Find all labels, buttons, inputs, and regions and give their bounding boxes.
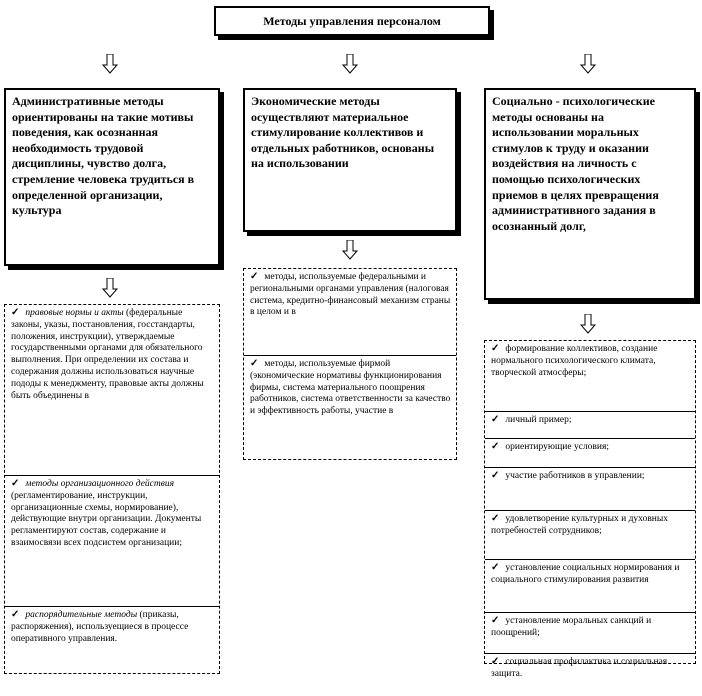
check-icon: ✓ (491, 441, 500, 452)
list-item (485, 468, 695, 511)
item-text: участие работников в управлении; (505, 471, 645, 481)
item-text: методы, используемые фирмой (экономические нормативы функционирования фирмы, система материального поощрения работников, система ответственности за качество и эффективность работы, участие в (250, 359, 451, 417)
social-methods-box (484, 88, 696, 300)
diagram-title: Методы управления персоналом (263, 14, 441, 28)
list-item (485, 341, 695, 412)
list-item (5, 607, 219, 683)
item-text: (приказы, распоряжения), используещиеся в процессе оперативного управления. (11, 610, 189, 644)
item-lead: методы организационного действия (25, 479, 175, 489)
administrative-methods-box (4, 88, 220, 266)
check-icon: ✓ (11, 609, 20, 620)
list-item (485, 654, 695, 696)
check-icon: ✓ (491, 343, 500, 354)
administrative-heading: Административные методы ориентированы на такие мотивы поведения, как осознанная необходимость трудовой дисциплины, чувство долга, стремление человека трудиться в определенной организации, культура (12, 94, 195, 218)
list-item (485, 613, 695, 654)
check-icon: ✓ (491, 656, 500, 667)
list-item (485, 439, 695, 468)
down-arrow-icon (102, 54, 118, 74)
down-arrow-icon (102, 278, 118, 298)
check-icon: ✓ (250, 271, 259, 282)
down-arrow-icon (580, 314, 596, 334)
list-item (244, 269, 456, 356)
item-text: формирование коллективов, создание нормального психологического климата, творческой атмосферы; (491, 344, 658, 378)
check-icon: ✓ (491, 470, 500, 481)
social-items-list (484, 340, 696, 679)
item-lead: распорядительные методы (25, 610, 138, 620)
check-icon: ✓ (491, 615, 500, 626)
item-text: методы, используемые федеральными и региональными органами управления (налоговая система, кредитно-финансовый механизм страны в целом и в (250, 272, 451, 318)
item-text: (регламентирование, инструкции, организационные схемы, нормирование), действующие внутри организации. Документы регламентируют состав, содержание и взаимосвязи всех подсистем организации; (11, 490, 202, 548)
item-text: установление моральных санкций и поощрений; (491, 616, 652, 638)
economic-heading: Экономические методы осуществляют материальное стимулирование коллективов и отдельных работников, основаны на использовании (251, 94, 435, 171)
item-text: социальная профилактика и социальная защита. (491, 657, 668, 679)
down-arrow-icon (342, 240, 358, 260)
down-arrow-icon (580, 54, 596, 74)
check-icon: ✓ (491, 513, 500, 524)
check-icon: ✓ (11, 307, 20, 318)
item-text: ориентирующие условия; (505, 442, 610, 452)
item-text: (федеральные законы, указы, постановления, госстандарты, положения, инструкции), утверждаемые государственными органами для обязательного выполнения. При определении их состава и содержания должны использоваться научные пододы к менеджменту, правовые акты должны быть объединены в (11, 308, 204, 401)
diagram-title-box (214, 6, 490, 36)
item-text: личный пример; (505, 415, 572, 425)
social-heading: Социально - психологические методы основаны на использовании моральных стимулов к труду и оказании воздействия на личность с помощью психологических приемов в целях превращения административного задания в осознанный долг, (492, 94, 659, 233)
check-icon: ✓ (491, 414, 500, 425)
list-item (244, 356, 456, 464)
list-item (5, 476, 219, 607)
economic-methods-box (243, 88, 457, 232)
administrative-items-list (4, 304, 220, 674)
list-item (485, 511, 695, 560)
economic-items-list (243, 268, 457, 460)
down-arrow-icon (342, 54, 358, 74)
item-text: удовлетворение культурных и духовных потребностей сотрудников; (491, 514, 669, 536)
list-item (485, 412, 695, 439)
list-item (485, 560, 695, 613)
item-text: установление социальных нормирования и социального стимулирования развития (491, 563, 680, 585)
item-lead: правовые нормы и акты (25, 308, 124, 318)
check-icon: ✓ (250, 358, 259, 369)
list-item (5, 305, 219, 476)
check-icon: ✓ (11, 478, 20, 489)
check-icon: ✓ (491, 562, 500, 573)
